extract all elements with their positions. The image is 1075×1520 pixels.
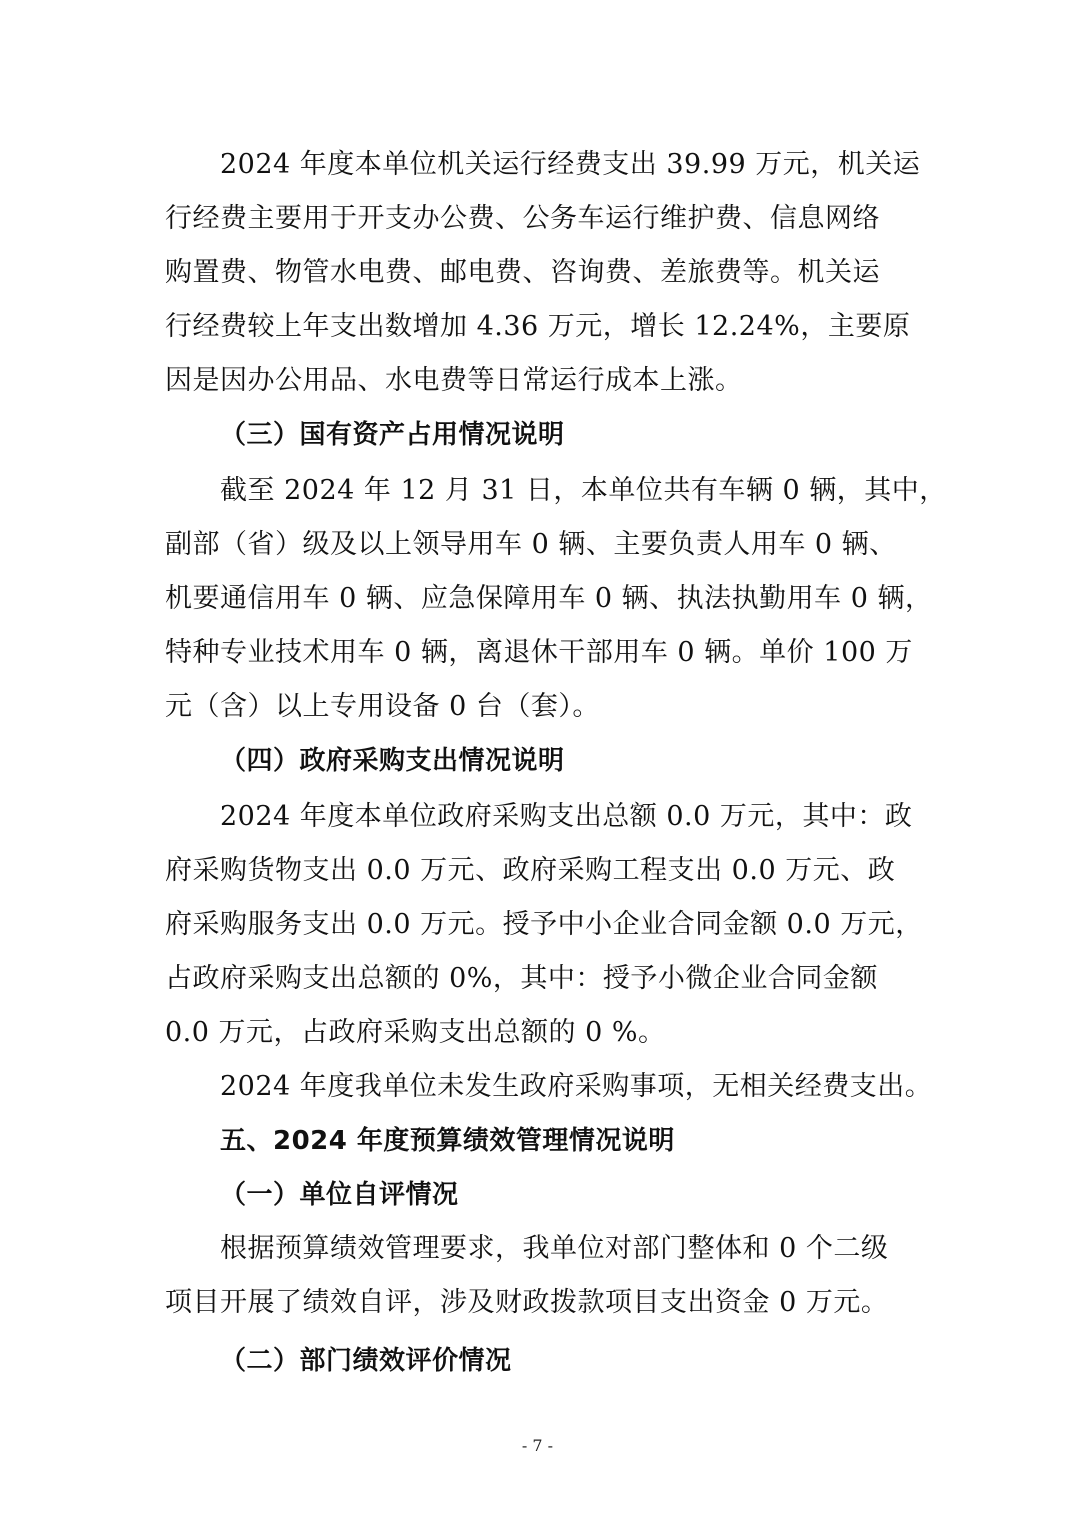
paragraph-line: 特种专业技术用车 0 辆，离退休干部用车 0 辆。单价 100 万 [165, 637, 913, 668]
paragraph-line: 项目开展了绩效自评，涉及财政拨款项目支出资金 0 万元。 [165, 1287, 889, 1318]
paragraph-line: 副部（省）级及以上领导用车 0 辆、主要负责人用车 0 辆、 [165, 529, 897, 560]
paragraph-line: 2024 年度我单位未发生政府采购事项，无相关经费支出。 [220, 1071, 933, 1102]
paragraph-line: 占政府采购支出总额的 0%，其中：授予小微企业合同金额 [165, 963, 878, 994]
paragraph-line: 行经费较上年支出数增加 4.36 万元，增长 12.24%，主要原 [165, 311, 911, 342]
paragraph-line: 府采购货物支出 0.0 万元、政府采购工程支出 0.0 万元、政 [165, 855, 896, 886]
paragraph-line: 截至 2024 年 12 月 31 日，本单位共有车辆 0 辆，其中， [220, 475, 947, 506]
paragraph-line: 府采购服务支出 0.0 万元。授予中小企业合同金额 0.0 万元， [165, 909, 923, 940]
chapter-heading: 五、2024 年度预算绩效管理情况说明 [220, 1126, 675, 1156]
paragraph-line: 因是因办公用品、水电费等日常运行成本上涨。 [165, 365, 743, 396]
paragraph-line: 行经费主要用于开支办公费、公务车运行维护费、信息网络 [165, 203, 880, 234]
section-heading: （二）部门绩效评价情况 [220, 1346, 512, 1376]
paragraph-line: 购置费、物管水电费、邮电费、咨询费、差旅费等。机关运 [165, 257, 880, 288]
paragraph-line: 元（含）以上专用设备 0 台（套）。 [165, 691, 600, 722]
page-number: - 7 - [521, 1436, 554, 1455]
paragraph-line: 机要通信用车 0 辆、应急保障用车 0 辆、执法执勤用车 0 辆， [165, 583, 933, 614]
paragraph-line: 根据预算绩效管理要求，我单位对部门整体和 0 个二级 [220, 1233, 889, 1264]
section-heading: （四）政府采购支出情况说明 [220, 746, 565, 776]
paragraph-line: 0.0 万元，占政府采购支出总额的 0 %。 [165, 1017, 666, 1048]
section-heading: （三）国有资产占用情况说明 [220, 420, 565, 450]
paragraph-line: 2024 年度本单位机关运行经费支出 39.99 万元，机关运 [220, 149, 921, 180]
paragraph-line: 2024 年度本单位政府采购支出总额 0.0 万元，其中：政 [220, 801, 913, 832]
section-heading: （一）单位自评情况 [220, 1180, 459, 1210]
